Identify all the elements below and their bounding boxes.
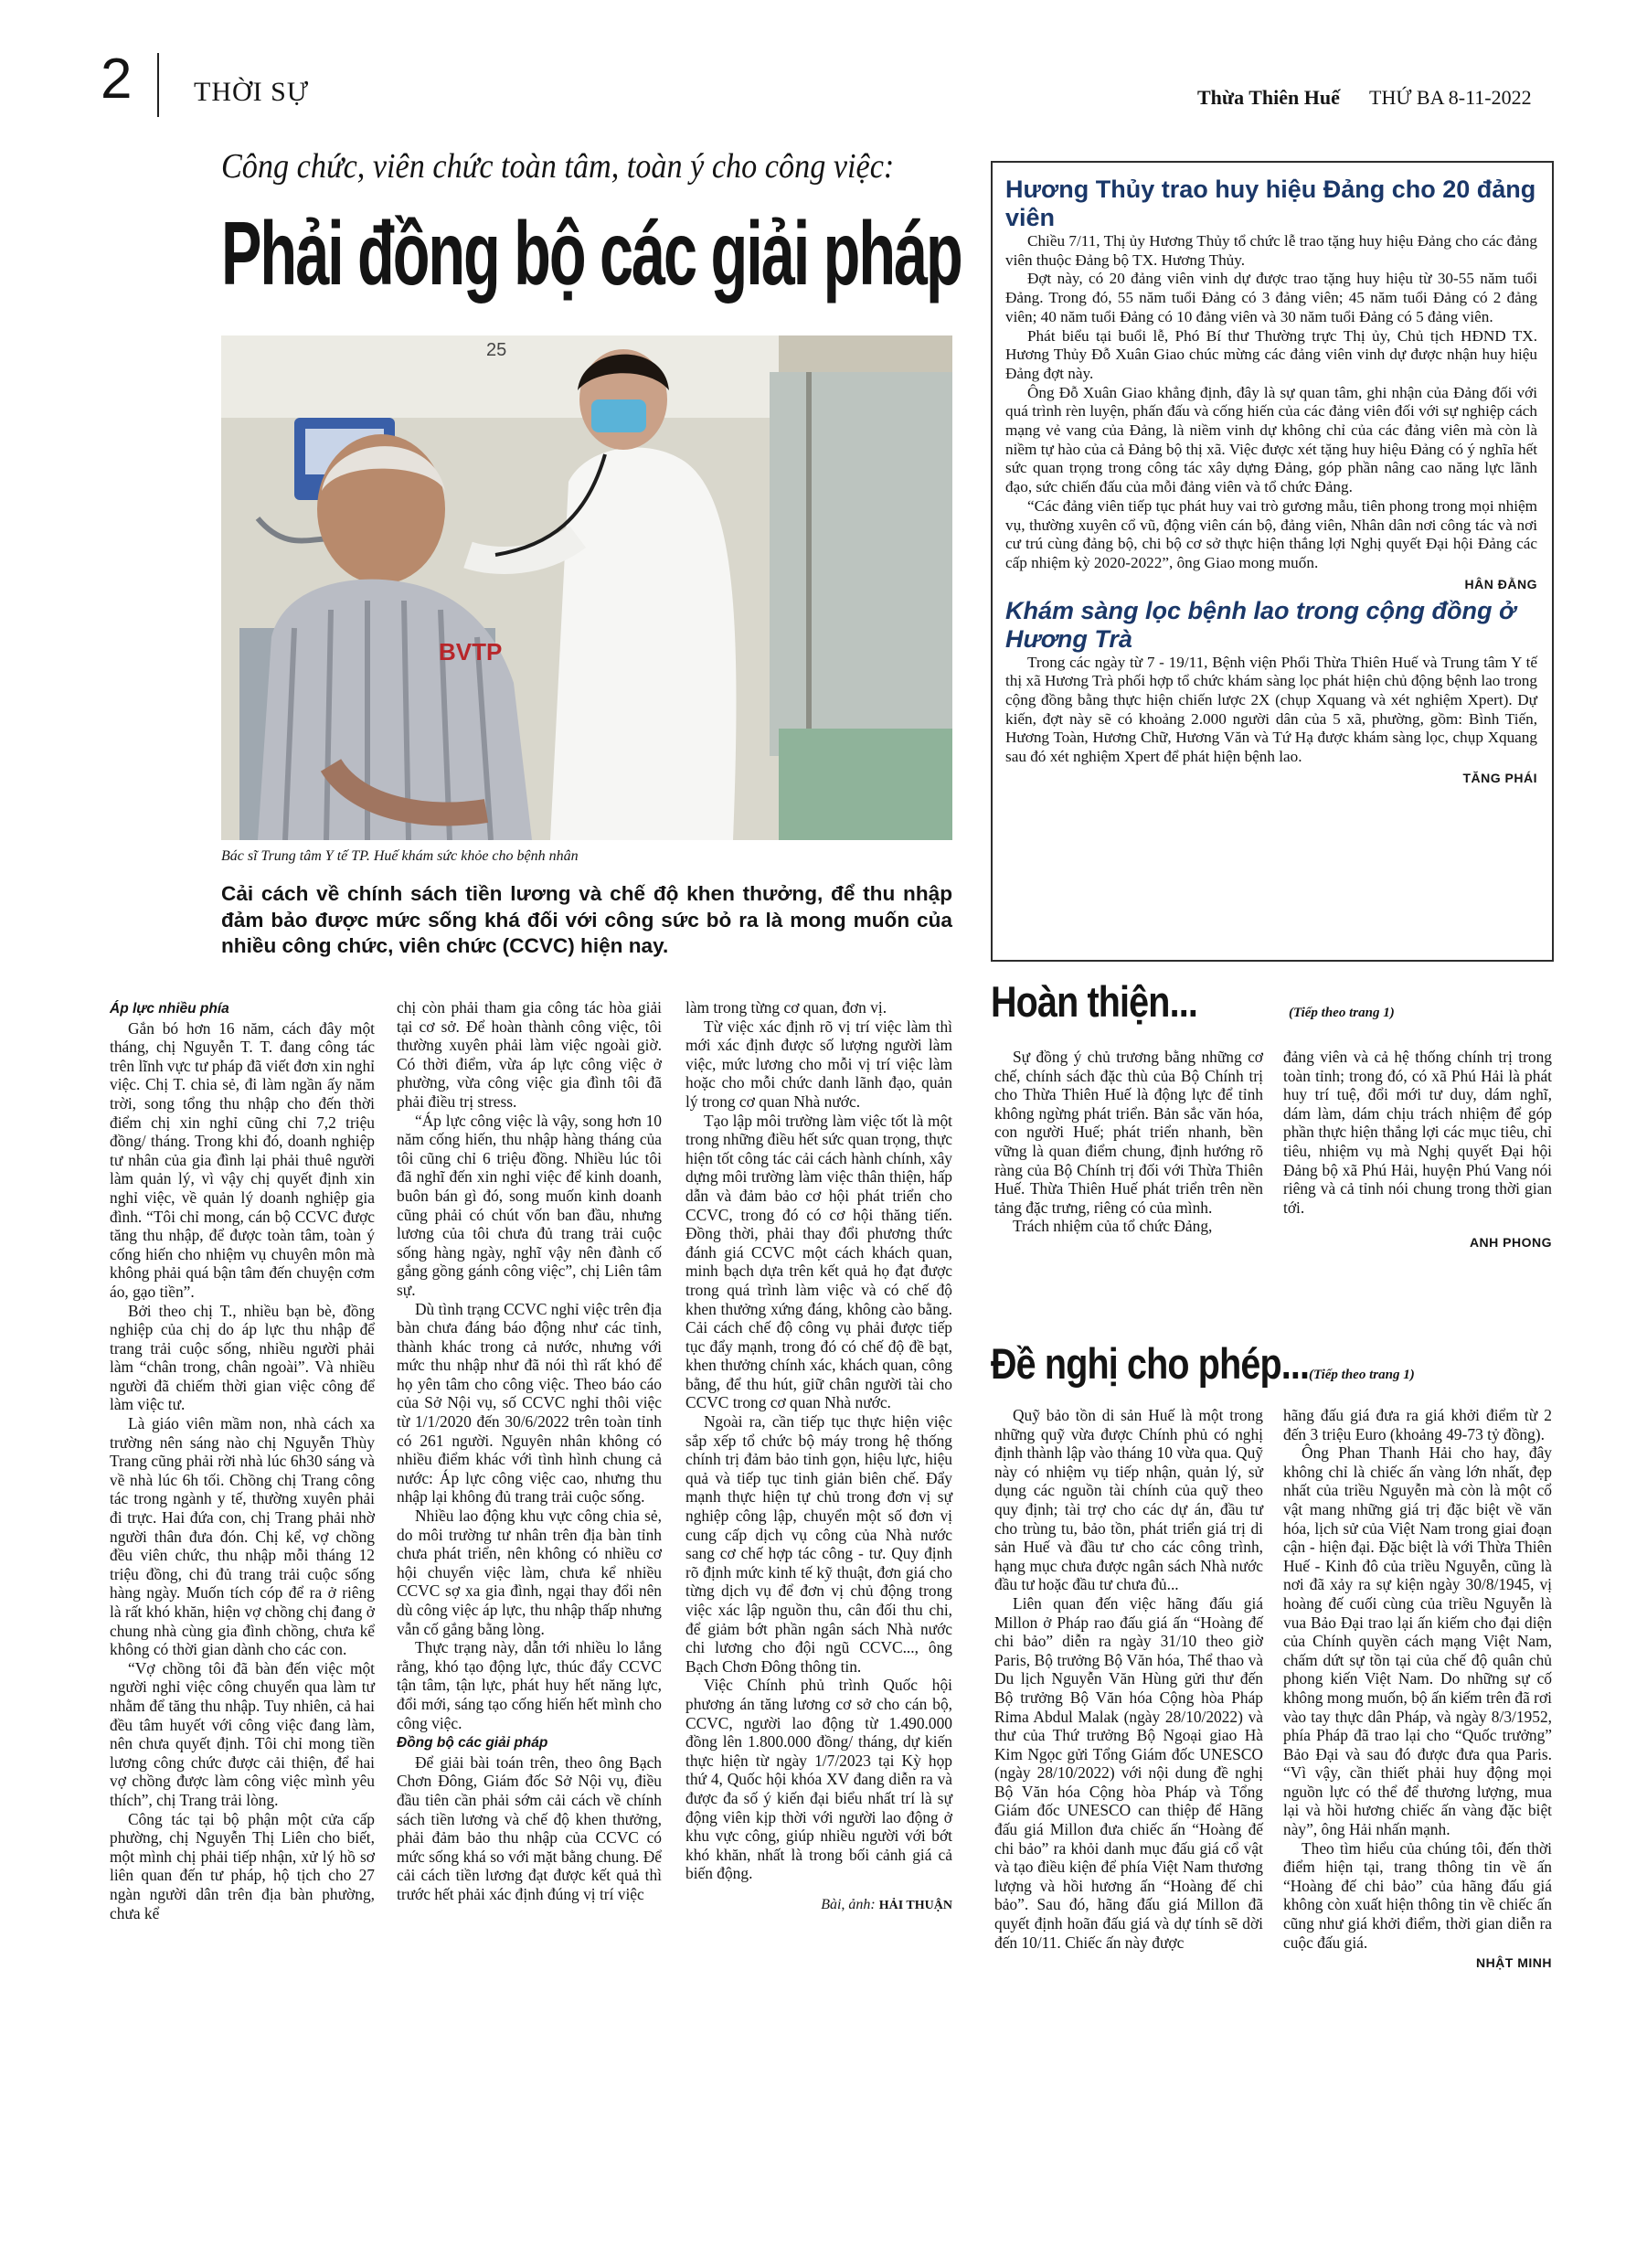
paragraph: Ông Đỗ Xuân Giao khẳng định, đây là sự quan tâm, ghi nhận của Đảng đối với quá trình rèn luyện, phấn đấu và cống hiến của các đảng viên đối với sự nghiệp cách mạng vẻ vang của Đảng, là niềm vinh dự không chỉ của các đảng viên mà còn là niềm tự hào của cả Đảng bộ thị xã. Việc được xét tặng huy hiệu Đảng có ý nghĩa hết sức quan trọng trong công tác xây dựng Đảng, góp phần nâng cao năng lực lãnh đạo, sức chiến đấu của mỗi đảng viên và tổ chức Đảng. [1005,383,1537,496]
doctor-coat [550,448,736,840]
subhead: Áp lực nhiều phía [110,1001,229,1017]
photo-caption: Bác sĩ Trung tâm Y tế TP. Huế khám sức khỏe cho bệnh nhân [221,848,579,864]
cont2-title: Đề nghị cho phép... [991,1339,1310,1388]
paragraph: Tạo lập môi trường làm việc tốt là một trong những điều hết sức quan trọng, thực hiện tốt công tác cải cách hành chính, xây dựng môi trường làm việc thân thiện, hấp dẫn và đảm bảo cơ hội phát triển cho CCVC, trong đó có cơ hội thăng tiến. Đồng thời, phải thay đổi phương thức đánh giá CCVC một cách khách quan, minh bạch dựa trên kết quả họ đạt được trong quá trình làm việc và có chế độ khen thưởng xứng đáng, không cào bằng. Cải cách chế độ công vụ phải được tiếp tục đẩy mạnh, trong đó có chế độ đề bạt, khen thưởng chính xác, khách quan, công bằng, để thu hút, giữ chân người tài cho CCVC trong cơ quan Nhà nước. [685,1111,952,1412]
paragraph: Công tác tại bộ phận một cửa cấp phường, chị Nguyễn Thị Liên cho biết, một mình chị phải tiếp nhận, xử lý hồ sơ liên quan đến tư pháp, hộ tịch cho 27 ngàn người dân trên địa bàn phường, chưa kể [110,1809,375,1922]
paragraph: Ông Phan Thanh Hải cho hay, đây không chỉ là chiếc ấn vàng lớn nhất, đẹp nhất của triều Nguyễn mà còn là một cổ vật mang những giá trị đặc biệt về văn hóa, lịch sử của Việt Nam trong giai đoạn cận - hiện đại. Đặc biệt là với Thừa Thiên Huế - Kinh đô của triều Nguyễn, cũng là nơi đã xảy ra sự kiện ngày 30/8/1945, vị hoàng đế cuối cùng của triều Nguyễn là vua Bảo Đại trao lại ấn kiếm cho đại diện của Chính quyền cách mạng Việt Nam, chấm dứt sự tồn tại của chế độ quân chủ phong kiến Việt Nam. Do những sự cố không mong muốn, bộ ấn kiếm trên đã rơi vào tay thực dân Pháp, và ngày 8/3/1952, phía Pháp đã trao lại cho “Quốc trưởng” Bảo Đại và sau đó được đưa qua Paris. “Vì vậy, cần thiết phải huy động mọi nguồn lực có thể để thương lượng, mua lại và hồi hương chiếc ấn vàng đặc biệt này”, ông Hải nhấn mạnh. [1283,1443,1552,1839]
paragraph: “Áp lực công việc là vậy, song hơn 10 năm cống hiến, thu nhập hàng tháng của tôi cũng chỉ 6 triệu đồng. Nhiều lúc tôi đã nghĩ đến xin nghỉ việc để kinh doanh, buôn bán gì đó, song muốn kinh doanh cũng phải có chút vốn ban đầu, nhưng lương của tôi chưa đủ trang trải cuộc sống hàng ngày, nghĩ vậy nên đành cố gắng gồng gánh công việc”, chị Liên tâm sự. [397,1111,662,1299]
paragraph: hãng đấu giá đưa ra giá khởi điểm từ 2 đến 3 triệu Euro (khoảng 49-73 tỷ đồng). [1283,1406,1552,1443]
cont1-col-2 [1283,1048,1552,1252]
paragraph: Trong các ngày từ 7 - 19/11, Bệnh viện Phổi Thừa Thiên Huế và Trung tâm Y tế thị xã Hương Trà phối hợp tổ chức khám sàng lọc phát hiện chủ động bệnh lao trong cộng đồng bằng thực hiện chiến lược 2X (chụp Xquang và xét nghiệm Xpert). Dự kiến, đợt này sẽ có khoảng 2.000 người dân của 5 xã, phường, gồm: Bình Tiến, Hương Toàn, Hương Chữ, Hương Văn và Tứ Hạ được khám sàng lọc, chụp Xquang sau đó xét nghiệm Xpert để phát hiện bệnh lao. [1005,653,1537,766]
brief1-byline: HÂN ĐẰNG [1464,576,1537,591]
paragraph: Sự đồng ý chủ trương bằng những cơ chế, chính sách đặc thù của Bộ Chính trị cho Thừa Thiên Huế là động lực để tỉnh không ngừng phát triển. Bản sắc văn hóa, con người Huế; phát triển nhanh, bền vững là quan điểm chung, định hướng rõ ràng của Bộ Chính trị đối với Thừa Thiên Huế. Thừa Thiên Huế phát triển trên nền tảng đặc trưng, riêng có của mình. [994,1048,1263,1217]
paper-name: Thừa Thiên Huế [1197,86,1340,109]
cont2-col-1 [994,1406,1263,1952]
article-col-3 [685,998,952,1916]
paragraph: Theo tìm hiểu của chúng tôi, đến thời điểm hiện tại, trang thông tin về ấn “Hoàng đế chi bảo” của hãng đấu giá không còn xuất hiện thông tin về chiếc ấn cũng như giá khởi điểm, thời gian diễn ra cuộc đấu giá. [1283,1838,1552,1952]
issue-date: THỨ BA 8-11-2022 [1369,86,1532,109]
paragraph: Bởi theo chị T., nhiều bạn bè, đồng nghiệp của chị do áp lực thu nhập để trang trải cuộc sống, nhiều người phải làm “chân trong, chân ngoài”. Và nhiều người đã chiếm thời gian việc công để làm việc tư. [110,1301,375,1414]
article-photo [221,335,952,840]
cont2-byline: NHẬT MINH [1475,1955,1552,1971]
article-kicker: Công chức, viên chức toàn tâm, toàn ý cho công việc: [221,147,895,186]
cont1-byline: ANH PHONG [1469,1235,1552,1251]
paragraph: Gắn bó hơn 16 năm, cách đây một tháng, chị Nguyễn T. T. đang công tác trên lĩnh vực tư pháp đã viết đơn xin nghỉ việc. Chị T. chia sẻ, đi làm ngần ấy năm trời, song tổng thu nhập cho đến thời điểm chị xin nghỉ cũng chỉ 7,2 triệu đồng/ tháng. Trong khi đó, doanh nghiệp tư nhân của gia đình lại phải thuê người làm quản lý, vì vậy chị quyết định xin nghỉ việc, về quản lý doanh nghiệp gia đình. “Tôi chỉ mong, cán bộ CCVC được tăng thu nhập, để được toàn tâm, toàn ý cống hiến cho nhiệm vụ chuyên môn mà không phải quá bận tâm đến chuyện cơm áo, gạo tiền”. [110,1018,375,1301]
paragraph: Để giải bài toán trên, theo ông Bạch Chơn Đông, Giám đốc Sở Nội vụ, điều đầu tiên cần phải sớm cải cách về chính sách tiền lương và chế độ khen thưởng, phải đảm bảo thu nhập của CCVC có mức sống khá so với mặt bằng chung. Để cải cách tiền lương đạt được kết quả thì trước hết phải xác định đúng vị trí việc [397,1752,662,1903]
article-col-2 [397,998,662,1904]
paragraph: Thực trạng này, dẫn tới nhiều lo lắng rằng, khó tạo động lực, thúc đẩy CCVC tận tâm, tận lực, phát huy hết năng lực, đổi mới, sáng tạo cống hiến hết mình cho công việc. [397,1638,662,1732]
doctor-mask [591,399,646,432]
paragraph: Dù tình trạng CCVC nghỉ việc trên địa bàn chưa đáng báo động như các tỉnh, thành khác trong cả nước, nhưng với mức thu nhập như đã nói thì rất khó để họ yên tâm cho công việc. Theo báo cáo của Sở Nội vụ, số CCVC nghỉ thôi việc từ 1/1/2020 đến 30/6/2022 trên toàn tỉnh có 261 người. Nguyên nhân không có nhiều điểm khác với tình hình chung cả nước: Áp lực công việc cao, nhưng thu nhập lại không đủ trang trải cuộc sống. [397,1299,662,1507]
paragraph: Trách nhiệm của tổ chức Đảng, [1013,1217,1213,1236]
brief1-title: Hương Thủy trao huy hiệu Đảng cho 20 đảng viên [1005,176,1536,231]
bed-number: 25 [486,340,507,360]
paragraph: Quỹ bảo tồn di sản Huế là một trong những quỹ vừa được Chính phủ có nghị định thành lập vào tháng 10 vừa qua. Quỹ này có nhiệm vụ tiếp nhận, quản lý, sử dụng các nguồn tài chính của quỹ theo quy định; tài trợ cho các dự án, đầu tư cho trùng tu, bảo tồn, phát triển giá trị di sản Huế và đầu tư cho các công trình, hạng mục chưa được ngân sách Nhà nước đầu tư hoặc đầu tư chưa đủ... [994,1406,1263,1594]
paragraph: Đợt này, có 20 đảng viên vinh dự được trao tặng huy hiệu từ 30-55 năm tuổi Đảng. Trong đó, 55 năm tuổi Đảng có 3 đảng viên; 45 năm tuổi Đảng có 2 đảng viên; 40 năm tuổi Đảng có 10 đảng viên và 30 năm tuổi Đảng có 5 đảng viên. [1005,270,1537,325]
paragraph: Việc Chính phủ trình Quốc hội phương án tăng lương cơ sở cho cán bộ, CCVC, người lao động từ 1.490.000 đồng lên 1.800.000 đồng/ tháng, dự kiến thực hiện từ ngày 1/7/2023 tại Kỳ họp thứ 4, Quốc hội khóa XV đang diễn ra và được đa số ý kiến đại biểu nhất trí là sự động viên kịp thời với người lao động ở khu vực công, giúp nhiều người với bớt khó khăn, nhất là trong bối cảnh giá cả biến động. [685,1676,952,1883]
byline-name: HẢI THUẬN [878,1898,952,1912]
subhead: Đồng bộ các giải pháp [397,1735,548,1752]
paragraph: làm trong từng cơ quan, đơn vị. [685,998,887,1017]
cont1-note: (Tiếp theo trang 1) [1289,1006,1395,1020]
paragraph: “Vợ chồng tôi đã bàn đến việc một người nghỉ việc công chuyển qua làm tư nhằm để tăng thu nhập. Tuy nhiên, cả hai đều tâm huyết với công việc đang làm, nên chưa quyết định. Tôi chỉ mong tiền lương công chức được cải thiện, để hai vợ chồng được làm công việc mình yêu thích”, chị Trang trải lòng. [110,1658,375,1809]
briefs-box [991,161,1554,962]
cont2-note: (Tiếp theo trang 1) [1309,1368,1415,1382]
paragraph: đảng viên và cả hệ thống chính trị trong toàn tỉnh; trong đó, có xã Phú Hải là phát huy trí tuệ, đổi mới tư duy, dám nghĩ, dám làm, dám chịu trách nhiệm để góp phần thực hiện thắng lợi các mục tiêu, chỉ tiêu, nhiệm vụ mà Nghị quyết Đại hội Đảng bộ xã Phú Hải, huyện Phú Vang nói riêng và cả tỉnh nói chung trong thời gian tới. [1283,1048,1552,1217]
window-frame [806,372,812,756]
cont2-col-2 [1283,1406,1552,1973]
bedding-green [779,729,952,840]
article-col-1 [110,998,375,1922]
page-number: 2 [101,48,133,111]
article-byline [685,1896,952,1916]
cont1-col-1 [994,1048,1263,1236]
paragraph: chị còn phải tham gia công tác hòa giải tại cơ sở. Để hoàn thành công việc, tôi thường xuyên phải làm việc ngoài giờ. Có thời điểm, vừa áp lực công việc ở phường, vừa công việc gia đình tôi đã phải điều trị stress. [397,998,662,1111]
paragraph: Là giáo viên mầm non, nhà cách xa trường nên sáng nào chị Nguyễn Thùy Trang cũng phải rời nhà lúc 6h30 sáng và về nhà lúc 6h tối. Chồng chị Trang công tác trong ngành y tế, thường xuyên phải đi trực. Hai đứa con, chị Trang phải nhờ người thân đưa đón. Chị kể, vợ chồng đều viên chức, thu nhập mỗi tháng 12 triệu đồng, chi đủ trang trải cuộc sống hàng ngày. Muốn tích cóp để ra ở riêng là rất khó khăn, hiện vợ chồng chị đang ở chung nhà cùng gia đình chồng, chưa kể không có thời gian dành cho các con. [110,1414,375,1659]
cont1-title: Hoàn thiện... [991,977,1197,1026]
paragraph: Liên quan đến việc hãng đấu giá Millon ở Pháp rao đấu giá ấn “Hoàng đế chi bảo” diễn ra ngày 31/10 theo giờ Paris, Bộ trưởng Bộ Văn hóa, Thể thao và Du lịch Nguyễn Văn Hùng gửi thư đến Bộ trưởng Bộ Văn hóa Cộng hòa Pháp Rima Abdul Malak (ngày 28/10/2022) và thư của Thứ trưởng Bộ Ngoại giao Hà Kim Ngọc gửi Tổng Giám đốc UNESCO (ngày 28/10/2022) với nội dung đề nghị Bộ Văn hóa Cộng hòa Pháp và Tổng Giám đốc UNESCO can thiệp để Hãng đấu giá Millon đưa chiếc ấn “Hoàng đế chi bảo” ra khỏi danh mục đấu giá cổ vật và tạo điều kiện để phía Việt Nam thương lượng và hồi hương ấn “Hoàng đế chi bảo”. Sau đó, hãng đấu giá Millon đã quyết định hoãn đấu giá và dự tính sẽ dời đến 10/11. Chiếc ấn này được [994,1593,1263,1952]
brief2-title: Khám sàng lọc bệnh lao trong cộng đồng ở Hương Trà [1005,596,1516,653]
paragraph: “Các đảng viên tiếp tục phát huy vai trò gương mẫu, tiên phong trong mọi nhiệm vụ, thường xuyên cổ vũ, động viên cán bộ, đảng viên, Nhân dân nơi công tác và nơi cư trú cùng đảng bộ, chi bộ cơ sở thực hiện thắng lợi Nghị quyết Đại hội Đảng các cấp nhiệm kỳ 2020-2022”, ông Giao mong muốn. [1005,496,1537,571]
window [770,372,952,756]
article-headline: Phải đồng bộ các giải pháp [221,203,962,303]
paragraph: Phát biểu tại buổi lễ, Phó Bí thư Thường trực Thị ủy, Chủ tịch HĐND TX. Hương Thủy Đỗ Xuân Giao chúc mừng các đảng viên vinh dự được nhận huy hiệu Đảng đợt này. [1005,326,1537,382]
section-label: THỜI SỰ [194,77,310,107]
article-lead: Cải cách về chính sách tiền lương và chế độ khen thưởng, để thu nhập đảm bảo được mức sống khá đối với công sức bỏ ra là mong muốn của nhiều công chức, viên chức (CCVC) hiện nay. [221,882,952,957]
brief2-byline: TĂNG PHÁI [1462,770,1537,785]
header-divider [157,53,159,117]
paragraph: Chiều 7/11, Thị ủy Hương Thủy tổ chức lễ trao tặng huy hiệu Đảng cho các đảng viên thuộc Đảng bộ TX. Hương Thủy. [1005,232,1537,269]
paragraph: Nhiều lao động khu vực công chia sẻ, do môi trường tư nhân trên địa bàn tỉnh chưa phát triển, nên không có nhiều cơ hội chuyển việc làm, chưa kể nhiều CCVC sợ xa gia đình, ngại thay đổi nên dù công việc áp lực, thu nhập thấp nhưng vẫn cố gắng bằng lòng. [397,1507,662,1638]
paragraph: Ngoài ra, cần tiếp tục thực hiện việc sắp xếp tổ chức bộ máy trong hệ thống chính trị đảm bảo tinh gọn, hiệu lực, hiệu quả và tiếp tục tinh giản biên chế. Đẩy mạnh thực hiện tự chủ trong đơn vị sự nghiệp công lập, chuyển một số đơn vị cung cấp dịch vụ công của Nhà nước sang cơ chế hợp tác công - tư. Quy định rõ định mức kinh tế kỹ thuật, đơn giá cho từng dịch vụ để đơn vị chủ động trong việc xác lập nguồn thu, cân đối thu chi, để giảm bớt phần ngân sách Nhà nước chi lương cho đội ngũ CCVC..., ông Bạch Chơn Đông thông tin. [685,1412,952,1676]
shirt-print: BVTP [439,638,503,665]
paragraph: Từ việc xác định rõ vị trí việc làm thì mới xác định được số lượng người làm việc, mức lương cho mỗi vị trí việc làm hoặc cho mỗi chức danh lãnh đạo, quản lý trong cơ quan Nhà nước. [685,1017,952,1111]
byline-prefix: Bài, ảnh: [821,1896,876,1912]
